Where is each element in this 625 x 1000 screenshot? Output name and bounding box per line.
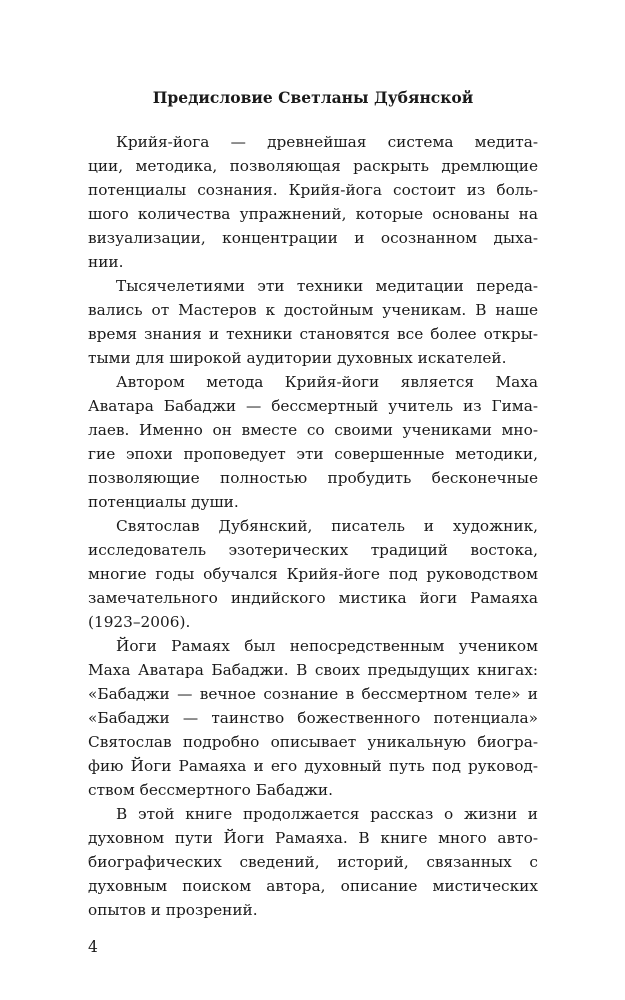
text-line: Автором метода Крийя-йоги является Маха <box>116 373 538 391</box>
text-line: Святослав подробно описывает уникальную биогра- <box>88 733 538 751</box>
text-line: Аватара Бабаджи — бессмертный учитель из Гима- <box>88 397 538 415</box>
text-line: биографических сведений, историй, связанных с <box>88 853 538 871</box>
paragraph <box>88 370 538 514</box>
text-line: лаев. Именно он вместе со своими учениками мно- <box>88 421 538 439</box>
text-line: духовным поиском автора, описание мистических <box>88 877 538 895</box>
text-line: Святослав Дубянский, писатель и художник, <box>116 517 538 535</box>
text-line: Маха Аватара Бабаджи. В своих предыдущих книгах: <box>88 661 538 679</box>
preface-heading: Предисловие Светланы Дубянской <box>152 88 474 107</box>
text-line: многие годы обучался Крийя-йоге под руководством <box>88 565 538 583</box>
text-line: ции, методика, позволяющая раскрыть дремлющие <box>88 157 538 175</box>
text-line: потенциалы сознания. Крийя-йога состоит из боль- <box>88 181 538 199</box>
text-line: потенциалы души. <box>88 493 239 511</box>
text-line: гие эпохи проповедует эти совершенные методики, <box>88 445 538 463</box>
text-line: ством бессмертного Бабаджи. <box>88 781 333 799</box>
paragraph <box>88 802 538 922</box>
text-line: «Бабаджи — вечное сознание в бессмертном теле» и <box>88 685 538 703</box>
text-line: позволяющие полностью пробудить бесконечные <box>88 469 538 487</box>
paragraph <box>88 634 538 802</box>
text-line: тыми для широкой аудитории духовных искателей. <box>88 349 507 367</box>
text-line: опытов и прозрений. <box>88 901 258 919</box>
text-line: Крийя-йога — древнейшая система медита- <box>116 133 538 151</box>
text-line: нии. <box>88 253 124 271</box>
paragraph <box>88 130 538 274</box>
text-line: В этой книге продолжается рассказ о жизни и <box>116 805 538 823</box>
text-line: визуализации, концентрации и осознанном дыха- <box>88 229 538 247</box>
text-line: фию Йоги Рамаяха и его духовный путь под руковод- <box>88 757 538 775</box>
text-line: Тысячелетиями эти техники медитации переда- <box>116 277 538 295</box>
preface-body <box>88 130 538 922</box>
text-line: духовном пути Йоги Рамаяха. В книге много авто- <box>88 829 538 847</box>
text-line: Йоги Рамаях был непосредственным учеником <box>116 637 538 655</box>
text-line: вались от Мастеров к достойным ученикам. В наше <box>88 301 538 319</box>
text-line: шого количества упражнений, которые основаны на <box>88 205 538 223</box>
text-line: исследователь эзотерических традиций востока, <box>88 541 538 559</box>
paragraph <box>88 514 538 634</box>
paragraph <box>88 274 538 370</box>
text-line: (1923–2006). <box>88 613 191 631</box>
text-line: «Бабаджи — таинство божественного потенциала» <box>88 709 538 727</box>
text-line: время знания и техники становятся все более откры- <box>88 325 538 343</box>
page-number: 4 <box>88 938 98 956</box>
text-line: замечательного индийского мистика йоги Рамаяха <box>88 589 538 607</box>
